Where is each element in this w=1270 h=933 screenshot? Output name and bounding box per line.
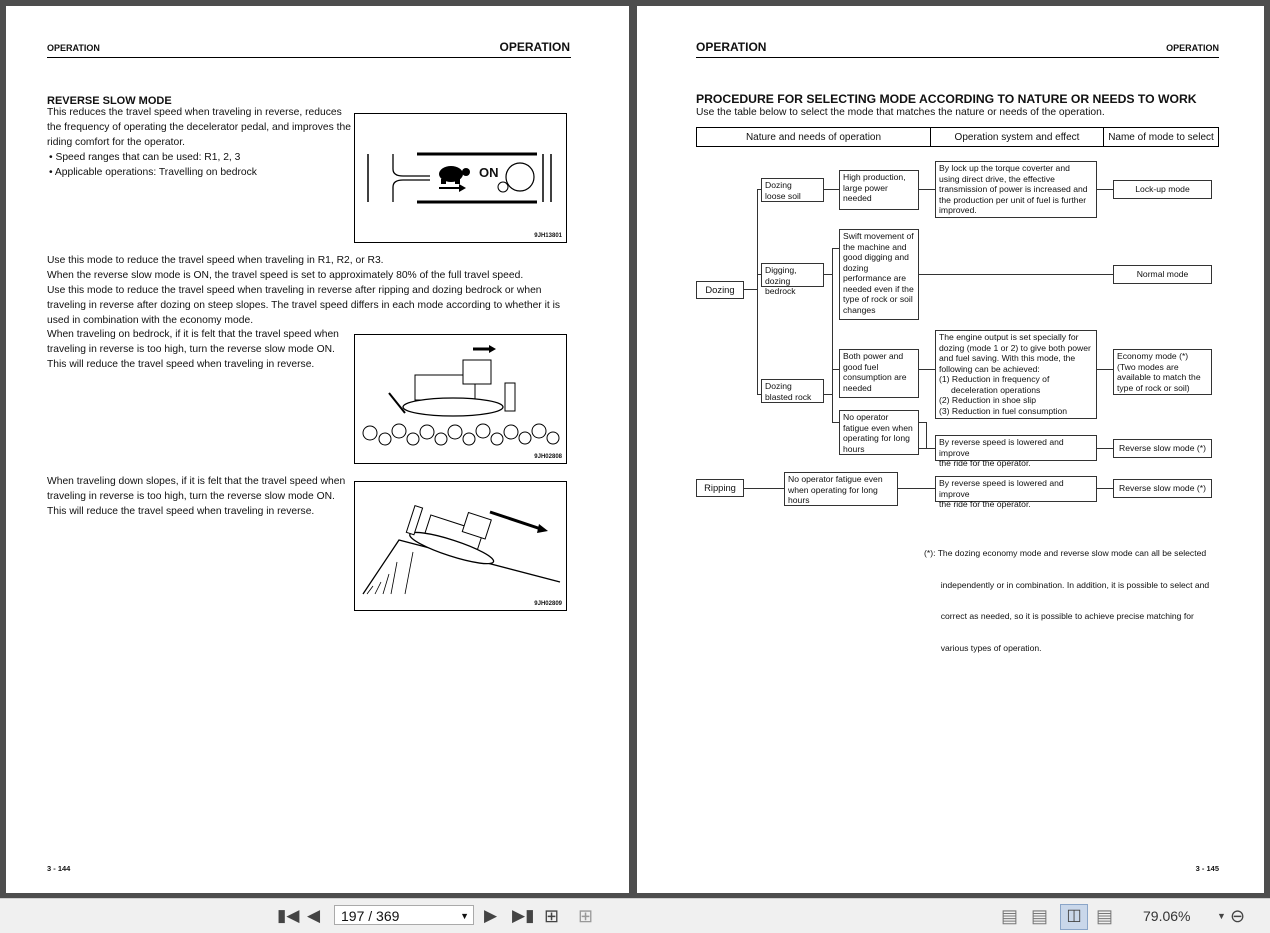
intro-line: riding comfort for the operator. <box>47 136 185 148</box>
node-line: (3) Reduction in fuel consumption <box>939 405 1068 416</box>
page-number: 3 - 144 <box>47 864 71 873</box>
node-line: Economy mode (*) <box>1117 351 1189 361</box>
node-line: the machine and <box>843 241 907 252</box>
left-header-right: OPERATION <box>499 40 570 54</box>
node-line: hours <box>843 443 865 454</box>
node-line: needed even if the <box>843 283 914 294</box>
node-line: By lock up the torque coverter and <box>939 163 1070 173</box>
node-line: large power <box>843 182 888 193</box>
node-rip-reverse-mode: Reverse slow mode (*) <box>1113 479 1212 498</box>
node-line: improved. <box>939 205 977 215</box>
para-line: This will reduce the travel speed when traveling in reverse. <box>47 358 315 370</box>
node-line: Dozing <box>765 381 792 391</box>
page-number: 3 - 145 <box>1195 864 1219 873</box>
node-lockup-effect <box>935 161 1097 218</box>
para-line: When the reverse slow mode is ON, the travel speed is set to approximately 80% of the full travel speed. <box>47 269 524 281</box>
right-header-left: OPERATION <box>696 40 767 54</box>
node-line: (1) Reduction in frequency of <box>939 374 1050 384</box>
column-header: Name of mode to select <box>1108 132 1214 143</box>
node-line: using direct drive, the effective <box>939 173 1055 184</box>
node-rip-no-fatigue <box>784 472 898 506</box>
node-digging-bedrock <box>761 263 824 296</box>
node-line: and fuel saving. With this mode, the <box>939 353 1076 363</box>
para-line: When traveling down slopes, if it is felt that the travel speed when <box>47 476 346 487</box>
node-line: Dozing <box>765 180 792 190</box>
intro-line: the frequency of operating the decelerator pedal, and improves the <box>47 121 351 133</box>
para-line: used in combination with the economy mode. <box>47 314 254 326</box>
viewer-toolbar <box>0 898 1270 933</box>
slope-paragraph <box>47 475 357 520</box>
column-header: Nature and needs of operation <box>745 132 882 143</box>
footnote <box>924 527 1209 674</box>
node-line: performance are <box>843 273 907 283</box>
footnote-line: independently or in combination. In addition, it is possible to select and <box>924 579 1210 590</box>
intro-line: This reduces the travel speed when traveling in reverse, reduces <box>47 107 342 118</box>
bullet-item: • Applicable operations: Travelling on bedrock <box>49 166 257 178</box>
node-line: needed <box>843 193 872 203</box>
next-page-icon[interactable]: ▶ <box>484 906 498 925</box>
node-no-fatigue <box>839 410 919 455</box>
node-economy-effect <box>935 330 1097 419</box>
node-line: dozing <box>843 262 869 273</box>
para-line: traveling in reverse is too high, turn the reverse slow mode ON. <box>47 490 335 502</box>
node-normal-mode: Normal mode <box>1113 265 1212 284</box>
node-line: dozing bedrock <box>765 275 796 296</box>
node-loose-soil <box>761 178 824 202</box>
node-line: changes <box>843 304 876 315</box>
procedure-subtitle: Use the table below to select the mode that matches the nature or needs of the operation. <box>696 107 1105 118</box>
node-line: the ride for the operator. <box>939 458 1031 468</box>
fit-page-icon[interactable]: ⊞ <box>578 906 594 926</box>
node-economy-mode <box>1113 349 1212 395</box>
node-line: hours <box>788 495 810 505</box>
node-ripping: Ripping <box>696 479 744 497</box>
left-header-left: OPERATION <box>47 43 100 53</box>
slope-dozer-figure <box>354 481 567 611</box>
node-line: consumption are <box>843 372 907 382</box>
node-lockup-mode: Lock-up mode <box>1113 180 1212 199</box>
node-line: good digging and <box>843 252 909 262</box>
node-high-production <box>839 170 919 210</box>
figure-code: 9JH02809 <box>534 601 562 607</box>
node-swift-movement <box>839 229 919 320</box>
para-line: Use this mode to reduce the travel speed when traveling in R1, R2, or R3. <box>47 255 384 266</box>
node-line: blasted rock <box>765 391 812 402</box>
procedure-title: PROCEDURE FOR SELECTING MODE ACCORDING TO NATURE OR NEEDS TO WORK <box>696 92 1197 106</box>
node-line: needed <box>843 382 872 393</box>
para-line: This will reduce the travel speed when traveling in reverse. <box>47 505 315 517</box>
rotate-icon[interactable]: ⊞ <box>544 906 560 926</box>
node-line: By reverse speed is lowered and improve <box>939 478 1064 499</box>
node-power-fuel <box>839 349 919 398</box>
usage-paragraph <box>47 254 577 329</box>
node-line: available to match the <box>1117 372 1201 382</box>
page-indicator: 197 / 369 <box>341 908 400 924</box>
node-line: (2) Reduction in shoe slip <box>939 395 1036 405</box>
dozer-bedrock-icon <box>355 335 566 463</box>
single-page-icon[interactable]: ▤ <box>1001 906 1019 926</box>
figure-code: 9JH13801 <box>534 233 562 239</box>
node-line: Both power and <box>843 351 904 361</box>
continuous-facing-icon[interactable]: ▤ <box>1096 906 1114 926</box>
node-line: No operator fatigue even <box>788 474 883 484</box>
node-line: The engine output is set specially for <box>939 332 1079 342</box>
zoom-dropdown-icon[interactable]: ▼ <box>1217 911 1226 921</box>
node-line: following can be achieved: <box>939 363 1040 374</box>
left-page <box>6 6 629 893</box>
node-line: loose soil <box>765 190 801 201</box>
reverse-slow-switch-figure <box>354 113 567 243</box>
node-blasted-rock <box>761 379 824 403</box>
first-page-icon[interactable]: ▮◀ <box>277 906 300 925</box>
prev-page-icon[interactable]: ◀ <box>307 906 321 925</box>
node-line: High production, <box>843 172 906 182</box>
facing-page-icon[interactable]: ◫ <box>1060 904 1088 930</box>
node-line: dozing (mode 1 or 2) to give both power <box>939 342 1091 353</box>
node-reverse-mode: Reverse slow mode (*) <box>1113 439 1212 458</box>
node-line: Swift movement of <box>843 231 914 241</box>
node-line: type of rock or soil <box>843 294 913 304</box>
node-dozing: Dozing <box>696 281 744 299</box>
para-line: Use this mode to reduce the travel speed when traveling in reverse after ripping and dozing bedrock or when <box>47 284 542 296</box>
node-line: the production per unit of fuel is further <box>939 194 1087 205</box>
node-line: transmission of power is increased and <box>939 184 1088 194</box>
node-reverse-effect <box>935 435 1097 468</box>
node-line: the ride for the operator. <box>939 499 1031 509</box>
section-title: REVERSE SLOW MODE <box>47 95 172 107</box>
node-line: By reverse speed is lowered and improve <box>939 437 1064 458</box>
last-page-icon[interactable]: ▶▮ <box>512 906 535 925</box>
bedrock-paragraph <box>47 328 357 373</box>
on-label: ON <box>479 165 499 180</box>
continuous-page-icon[interactable]: ▤ <box>1031 906 1049 926</box>
table-header <box>696 127 1219 147</box>
node-rip-reverse-effect <box>935 476 1097 509</box>
node-line: (Two modes are <box>1117 361 1179 372</box>
dozer-slope-icon <box>355 482 566 610</box>
right-header-right: OPERATION <box>1166 43 1219 53</box>
node-line: good fuel <box>843 361 879 372</box>
intro-text <box>47 106 357 181</box>
node-line: operating for long <box>843 433 910 443</box>
node-line: No operator <box>843 412 889 422</box>
para-line: traveling in reverse after dozing on steep slopes. The travel speed differs in each mode according to whether it is <box>47 299 561 311</box>
node-line: when operating for long <box>788 484 878 495</box>
footnote-line: various types of operation. <box>924 642 1042 653</box>
node-line: Digging, <box>765 265 797 275</box>
node-line: type of rock or soil) <box>1117 382 1190 393</box>
page-number-input[interactable] <box>334 905 474 925</box>
column-header: Operation system and effect <box>954 132 1080 143</box>
right-page <box>637 6 1264 893</box>
bullet-item: • Speed ranges that can be used: R1, 2, 3 <box>49 151 241 163</box>
footnote-line: (*): The dozing economy mode and reverse slow mode can all be selected <box>924 548 1207 558</box>
header-rule <box>696 57 1219 58</box>
bedrock-dozer-figure <box>354 334 567 464</box>
para-line: When traveling on bedrock, if it is felt that the travel speed when <box>47 329 339 340</box>
page-dropdown-icon[interactable]: ▼ <box>460 911 469 921</box>
figure-code: 9JH02808 <box>534 454 562 460</box>
footnote-line: correct as needed, so it is possible to achieve precise matching for <box>924 611 1194 621</box>
header-rule <box>47 57 571 58</box>
node-line: fatigue even when <box>843 422 913 433</box>
node-line: deceleration operations <box>951 384 1041 395</box>
para-line: traveling in reverse is too high, turn the reverse slow mode ON. <box>47 343 335 355</box>
turtle-switch-icon <box>355 114 566 242</box>
zoom-out-icon[interactable]: ⊖ <box>1230 906 1246 926</box>
zoom-level[interactable]: 79.06% <box>1143 908 1191 924</box>
